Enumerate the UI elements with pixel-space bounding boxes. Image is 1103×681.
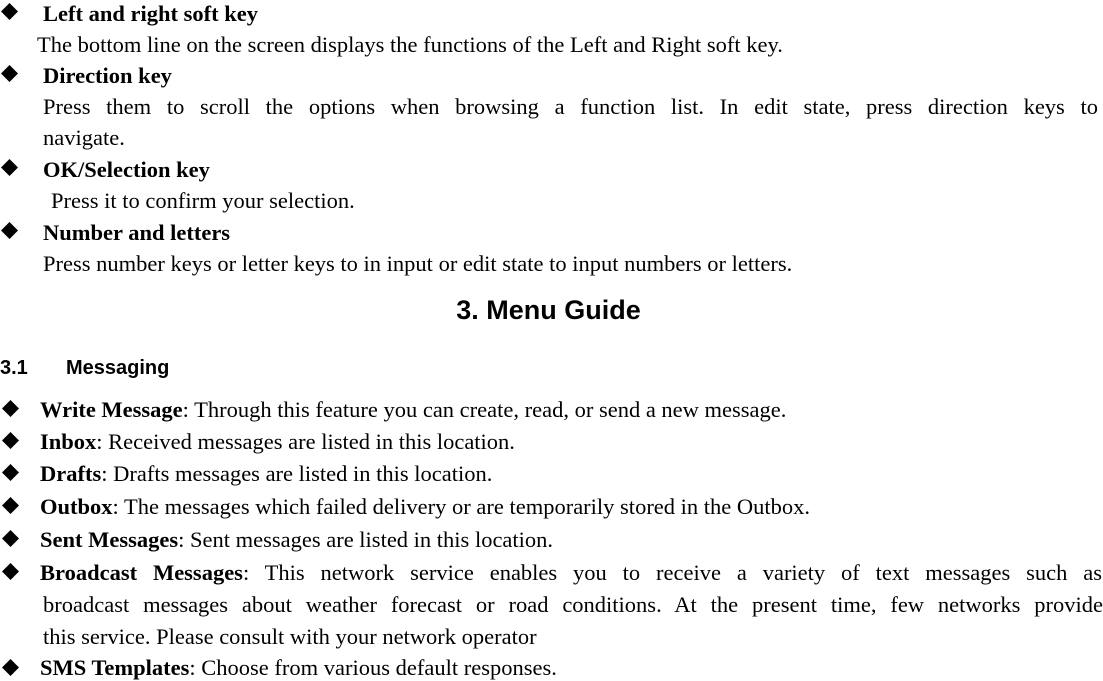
bullet-diamond-icon [1, 222, 18, 239]
subsection-number: 3.1 [0, 357, 28, 379]
menu-item-description: : Sent messages are listed in this location. [178, 527, 554, 552]
menu-item [40, 431, 515, 454]
menu-item-description: : This network service enables you to receive a variety of text messages such as [242, 560, 1102, 585]
menu-item-term: Inbox [40, 429, 97, 454]
bullet-diamond-icon [1, 3, 18, 20]
key-description: Press number keys or letter keys to in input or edit state to input numbers or letters. [43, 251, 793, 276]
menu-item [40, 562, 1102, 585]
menu-item [40, 399, 786, 422]
menu-item-term: Broadcast Messages [40, 560, 243, 585]
key-description: The bottom line on the screen displays the functions of the Left and Right soft key. [37, 32, 783, 57]
key-title: Left and right soft key [43, 1, 258, 26]
menu-item-term: SMS Templates [40, 655, 190, 680]
menu-item-description: : Choose from various default responses. [189, 655, 557, 680]
bullet-diamond-icon [2, 659, 19, 676]
subsection-title: Messaging [66, 357, 170, 379]
menu-item-description: : Through this feature you can create, read, or send a new message. [182, 397, 787, 422]
bullet-diamond-icon [2, 432, 19, 449]
menu-item [40, 657, 557, 680]
menu-item-term: Sent Messages [40, 527, 179, 552]
key-title: Number and letters [43, 220, 231, 245]
bullet-diamond-icon [2, 464, 19, 481]
section-title: 3. Menu Guide [456, 295, 641, 325]
menu-item-description-continued: this service. Please consult with your network operator [43, 624, 537, 649]
key-description: Press them to scroll the options when browsing a function list. In edit state, press direction keys to [43, 94, 1098, 119]
key-description: Press it to confirm your selection. [51, 188, 355, 213]
menu-item-description-continued: broadcast messages about weather forecast or road conditions. At the present time, few networks provide [43, 592, 1103, 617]
menu-item-description: : Drafts messages are listed in this location. [101, 461, 493, 486]
key-title: OK/Selection key [43, 157, 210, 182]
bullet-diamond-icon [2, 563, 19, 580]
bullet-diamond-icon [1, 65, 18, 82]
menu-item-description: : Received messages are listed in this location. [96, 429, 515, 454]
menu-item-term: Write Message [40, 397, 183, 422]
bullet-diamond-icon [2, 530, 19, 547]
menu-item [40, 463, 492, 486]
menu-item [40, 529, 553, 552]
bullet-diamond-icon [1, 159, 18, 176]
key-title: Direction key [43, 63, 172, 88]
menu-item-description: : The messages which failed delivery or are temporarily stored in the Outbox. [112, 494, 811, 519]
menu-item-term: Outbox [40, 494, 113, 519]
menu-item-term: Drafts [40, 461, 102, 486]
menu-item [40, 496, 810, 519]
bullet-diamond-icon [2, 497, 19, 514]
key-description-continued: navigate. [43, 125, 125, 150]
bullet-diamond-icon [2, 400, 19, 417]
